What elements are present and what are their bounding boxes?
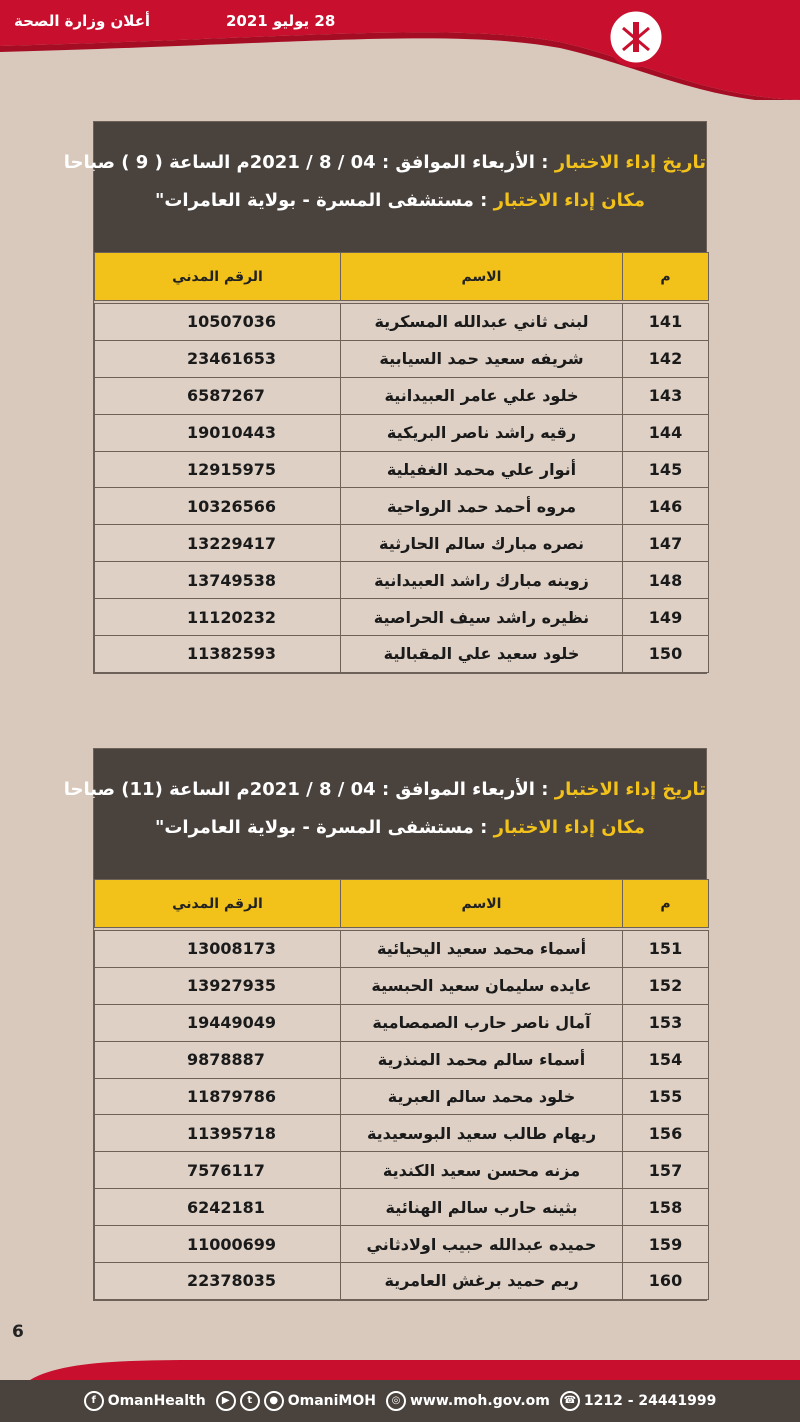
candidate-name-cell: أسماء سالم محمد المنذرية: [341, 1041, 623, 1078]
table-row: [95, 967, 709, 1004]
row-number-cell: 150: [623, 636, 709, 673]
candidate-name-cell: خلود علي عامر العبيدانية: [341, 377, 623, 414]
candidate-name-cell: خلود سعيد علي المقبالية: [341, 636, 623, 673]
civil-id-cell: 13927935: [95, 967, 341, 1004]
table-header-row: [95, 880, 709, 928]
row-number-cell: 148: [623, 562, 709, 599]
table-body-1: [95, 301, 709, 673]
table-row: [95, 340, 709, 377]
exam-date-line-1: [63, 144, 706, 182]
civil-id-cell: 10507036: [95, 304, 341, 341]
footer-red-swoosh: [0, 1356, 800, 1380]
table-row: [95, 931, 709, 968]
phone-icon: ☎: [560, 1391, 580, 1411]
candidate-name-cell: آمال ناصر حارب الصمصامية: [341, 1004, 623, 1041]
candidate-name-cell: حميده عبدالله حبيب اولادثاني: [341, 1226, 623, 1263]
table-row: [95, 451, 709, 488]
civil-id-cell: 7576117: [95, 1152, 341, 1189]
exam-date-line-2: [63, 771, 706, 809]
row-number-cell: 147: [623, 525, 709, 562]
row-number-cell: 141: [623, 304, 709, 341]
exam-info-banner-2: [63, 749, 706, 879]
civil-id-cell: 10326566: [95, 488, 341, 525]
oman-emblem-icon: [605, 6, 667, 68]
civil-id-cell: 13229417: [95, 525, 341, 562]
exam-info-banner-1: [63, 122, 706, 252]
ministry-logo: [605, 6, 780, 86]
website-url: www.moh.gov.om: [409, 1393, 550, 1409]
row-number-cell: 154: [623, 1041, 709, 1078]
column-header-name: الاسم: [341, 880, 623, 928]
footer-phone[interactable]: [560, 1391, 716, 1411]
civil-id-cell: 13008173: [95, 931, 341, 968]
twitter-icon: t: [240, 1391, 260, 1411]
row-number-cell: 158: [623, 1189, 709, 1226]
page-number: 6: [12, 1322, 24, 1342]
table-row: [95, 304, 709, 341]
row-number-cell: 151: [623, 931, 709, 968]
table-row: [95, 599, 709, 636]
row-number-cell: 157: [623, 1152, 709, 1189]
row-number-cell: 143: [623, 377, 709, 414]
row-number-cell: 146: [623, 488, 709, 525]
row-number-cell: 144: [623, 414, 709, 451]
table-body-2: [95, 928, 709, 1300]
civil-id-cell: 11879786: [95, 1078, 341, 1115]
exam-date-label-2: تاريخ إداء الاختبار: [554, 779, 706, 800]
row-number-cell: 156: [623, 1115, 709, 1152]
table-row: [95, 525, 709, 562]
candidate-name-cell: نظيره راشد سيف الحراصية: [341, 599, 623, 636]
phone-number: 1212 - 24441999: [583, 1393, 717, 1409]
candidate-name-cell: رقيه راشد ناصر البريكية: [341, 414, 623, 451]
exam-table-1: [63, 121, 707, 674]
candidate-name-cell: نصره مبارك سالم الحارثية: [341, 525, 623, 562]
row-number-cell: 149: [623, 599, 709, 636]
candidate-name-cell: مروه أحمد حمد الرواحية: [341, 488, 623, 525]
footer-social[interactable]: [216, 1391, 376, 1411]
table-row: [95, 636, 709, 673]
candidate-name-cell: ريم حميد برغش العامرية: [341, 1263, 623, 1300]
civil-id-cell: 9878887: [95, 1041, 341, 1078]
civil-id-cell: 13749538: [95, 562, 341, 599]
row-number-cell: 155: [623, 1078, 709, 1115]
column-header-civil-id: الرقم المدني: [95, 253, 341, 301]
logo-line2: وزارة الصحة: [700, 47, 768, 63]
candidate-name-cell: ريهام طالب سعيد البوسعيدية: [341, 1115, 623, 1152]
logo-line1: سلطنة عمان: [688, 28, 780, 49]
civil-id-cell: 19010443: [95, 414, 341, 451]
civil-id-cell: 11120232: [95, 599, 341, 636]
instagram-icon: ●: [264, 1391, 284, 1411]
row-number-cell: 145: [623, 451, 709, 488]
exam-place-value-1: : مستشفى المسرة - بولاية العامرات": [154, 190, 488, 211]
footer-website[interactable]: [386, 1391, 550, 1411]
candidate-name-cell: خلود محمد سالم العبرية: [341, 1078, 623, 1115]
table-row: [95, 414, 709, 451]
table-row: [95, 488, 709, 525]
civil-id-cell: 11395718: [95, 1115, 341, 1152]
civil-id-cell: 11000699: [95, 1226, 341, 1263]
candidate-name-cell: مزنه محسن سعيد الكندية: [341, 1152, 623, 1189]
exam-place-label-2: مكان إداء الاختبار: [493, 817, 646, 838]
exam-date-value-2: : الأربعاء الموافق : 04 / 8 / 2021م الساعة (11) صباحا: [63, 779, 549, 800]
civil-id-cell: 6587267: [95, 377, 341, 414]
civil-id-cell: 11382593: [95, 636, 341, 673]
civil-id-cell: 12915975: [95, 451, 341, 488]
exam-place-line-1: [94, 182, 706, 220]
column-header-civil-id: الرقم المدني: [95, 880, 341, 928]
candidate-name-cell: لبنى ثاني عبدالله المسكرية: [341, 304, 623, 341]
civil-id-cell: 6242181: [95, 1189, 341, 1226]
table-row: [95, 1004, 709, 1041]
exam-date-value-1: : الأربعاء الموافق : 04 / 8 / 2021م الساعة ( 9 ) صباحا: [63, 152, 549, 173]
exam-place-label-1: مكان إداء الاختبار: [493, 190, 646, 211]
civil-id-cell: 22378035: [95, 1263, 341, 1300]
header-date: 28 يوليو 2021: [226, 12, 336, 30]
globe-icon: ◎: [386, 1391, 406, 1411]
candidate-name-cell: زوينه مبارك راشد العبيدانية: [341, 562, 623, 599]
table-row: [95, 1115, 709, 1152]
civil-id-cell: 23461653: [95, 340, 341, 377]
candidates-table-2: [94, 879, 709, 1300]
row-number-cell: 160: [623, 1263, 709, 1300]
exam-place-value-2: : مستشفى المسرة - بولاية العامرات": [154, 817, 488, 838]
row-number-cell: 153: [623, 1004, 709, 1041]
footer-facebook[interactable]: [84, 1391, 206, 1411]
table-row: [95, 377, 709, 414]
column-header-name: الاسم: [341, 253, 623, 301]
table-row: [95, 1041, 709, 1078]
logo-text: [688, 30, 780, 63]
facebook-icon: f: [84, 1391, 104, 1411]
row-number-cell: 159: [623, 1226, 709, 1263]
exam-date-label-1: تاريخ إداء الاختبار: [554, 152, 706, 173]
header-band: [0, 0, 800, 100]
candidate-name-cell: أنوار علي محمد الغفيلية: [341, 451, 623, 488]
footer-bar: [0, 1380, 800, 1422]
table-row: [95, 1189, 709, 1226]
candidate-name-cell: شريفه سعيد حمد السيابية: [341, 340, 623, 377]
column-header-number: م: [623, 880, 709, 928]
candidate-name-cell: عايده سليمان سعيد الحبسية: [341, 967, 623, 1004]
row-number-cell: 142: [623, 340, 709, 377]
candidate-name-cell: بثينه حارب سالم الهنائية: [341, 1189, 623, 1226]
table-header-row: [95, 253, 709, 301]
table-row: [95, 1263, 709, 1300]
exam-place-line-2: [94, 809, 706, 847]
row-number-cell: 152: [623, 967, 709, 1004]
table-row: [95, 1226, 709, 1263]
instagram-handle: OmaniMOH: [287, 1393, 376, 1409]
youtube-icon: ▶: [216, 1391, 236, 1411]
candidate-name-cell: أسماء محمد سعيد اليحيائية: [341, 931, 623, 968]
civil-id-cell: 19449049: [95, 1004, 341, 1041]
exam-table-2: [63, 748, 707, 1301]
table-row: [95, 1152, 709, 1189]
table-row: [95, 1078, 709, 1115]
column-header-number: م: [623, 253, 709, 301]
announcement-title: أعلان وزارة الصحة: [14, 12, 151, 30]
facebook-handle: OmanHealth: [107, 1393, 206, 1409]
candidates-table-1: [94, 252, 709, 673]
table-row: [95, 562, 709, 599]
